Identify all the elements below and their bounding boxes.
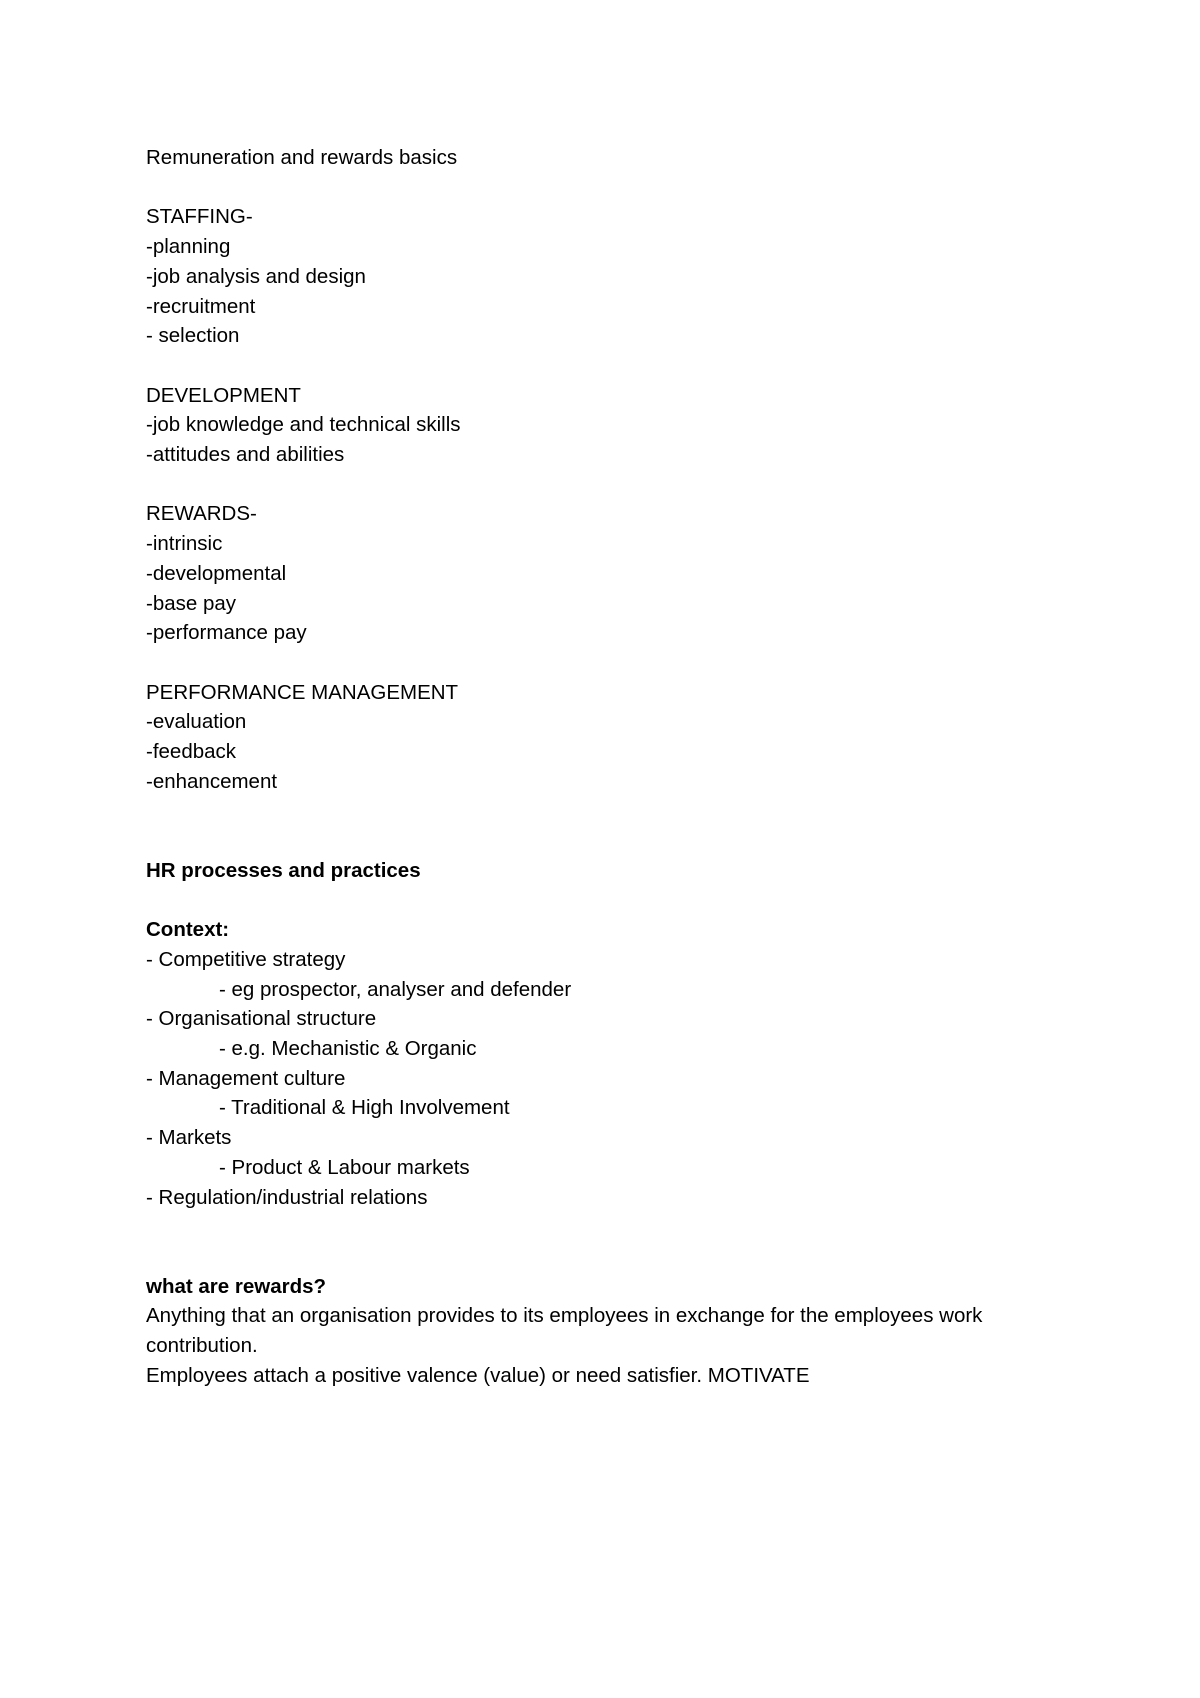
list-item: -intrinsic <box>146 532 223 556</box>
document-page <box>146 143 1086 1390</box>
list-subitem: - Traditional & High Involvement <box>219 1096 510 1120</box>
rewards-heading: REWARDS- <box>146 502 257 526</box>
list-subitem: - Product & Labour markets <box>219 1155 470 1179</box>
list-item: -developmental <box>146 561 287 585</box>
list-item: -evaluation <box>146 710 247 734</box>
list-item: -planning <box>146 235 231 259</box>
list-item: -attitudes and abilities <box>146 443 345 466</box>
staffing-heading: STAFFING- <box>146 205 253 229</box>
spacer <box>146 648 1086 678</box>
list-item: - Regulation/industrial relations <box>146 1185 428 1209</box>
list-item: -performance pay <box>146 621 307 645</box>
list-item: - Management culture <box>146 1066 346 1090</box>
spacer <box>146 886 1086 916</box>
performance-heading: PERFORMANCE MANAGEMENT <box>146 680 459 704</box>
rewards-definition: Anything that an organisation provides to its employees in exchange for the employees work contribution. <box>146 1304 983 1358</box>
list-item: -enhancement <box>146 769 278 793</box>
list-subitem: - e.g. Mechanistic & Organic <box>219 1037 477 1060</box>
list-item: -base pay <box>146 591 237 615</box>
document-title: Remuneration and rewards basics <box>146 146 458 169</box>
spacer <box>146 470 1086 500</box>
development-heading: DEVELOPMENT <box>146 383 301 407</box>
spacer <box>146 1212 1086 1271</box>
rewards-motivation: Employees attach a positive valence (value) or need satisfier. MOTIVATE <box>146 1363 810 1387</box>
context-label: Context: <box>146 918 230 942</box>
list-item: -feedback <box>146 740 237 763</box>
list-item: -recruitment <box>146 294 256 318</box>
spacer <box>146 351 1086 381</box>
list-item: - Markets <box>146 1126 232 1150</box>
rewards-question-heading: what are rewards? <box>146 1274 327 1298</box>
spacer <box>146 173 1086 203</box>
list-item: - Organisational structure <box>146 1007 377 1031</box>
spacer <box>146 796 1086 855</box>
list-item: - selection <box>146 324 240 348</box>
list-subitem: - eg prospector, analyser and defender <box>219 977 572 1001</box>
list-item: - Competitive strategy <box>146 947 346 971</box>
list-item: -job analysis and design <box>146 264 366 288</box>
hr-heading: HR processes and practices <box>146 858 421 882</box>
list-item: -job knowledge and technical skills <box>146 413 461 437</box>
